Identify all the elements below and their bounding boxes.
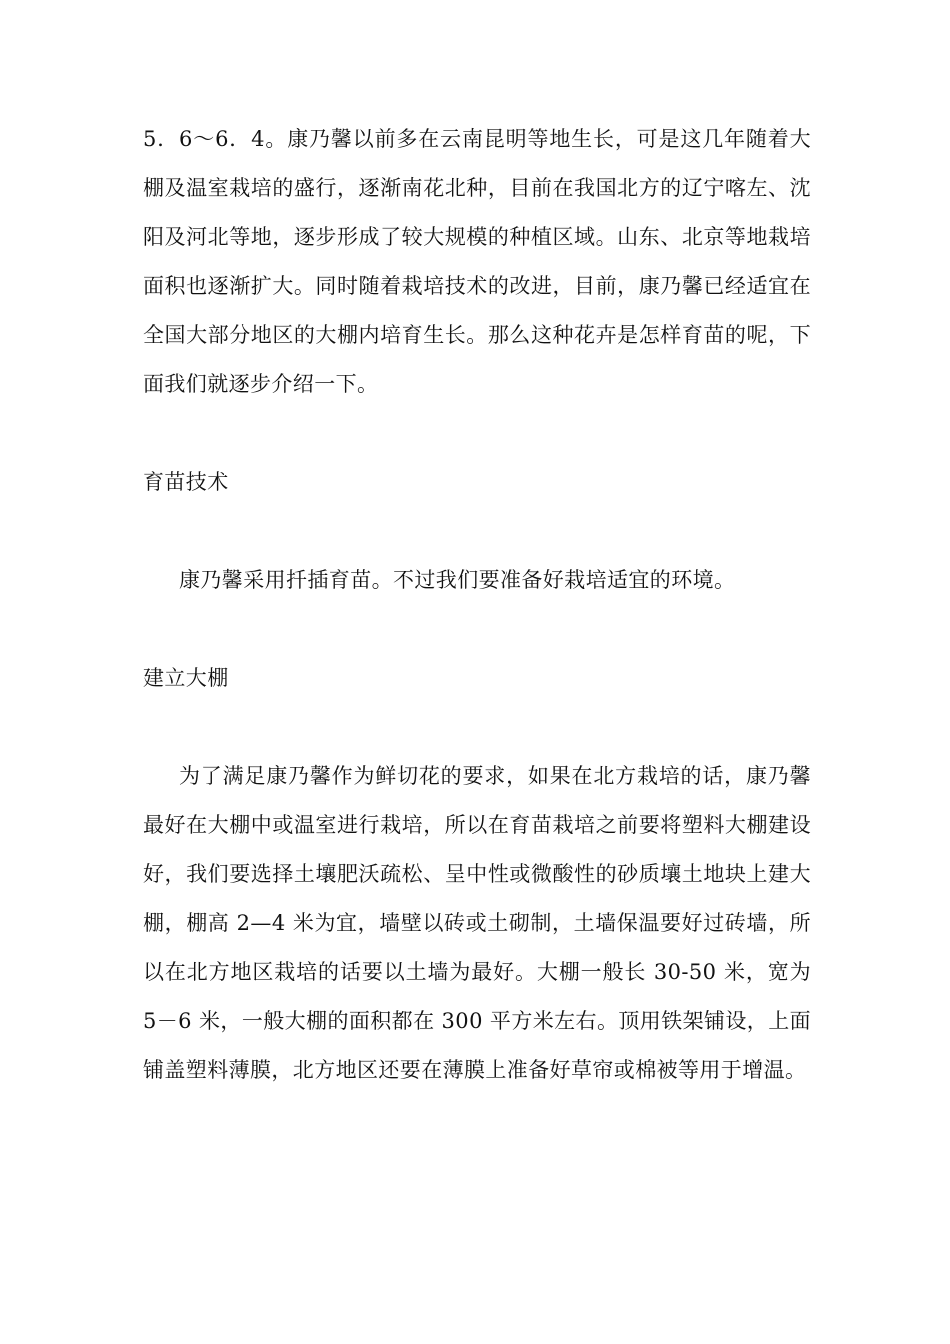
document-page — [143, 115, 811, 1095]
intro-paragraph: 5．6～6．4。康乃馨以前多在云南昆明等地生长，可是这几年随着大棚及温室栽培的盛行，逐渐南花北种，目前在我国北方的辽宁喀左、沈阳及河北等地，逐步形成了较大规模的种植区域。山东、北京等地栽培面积也逐渐扩大。同时随着栽培技术的改进，目前，康乃馨已经适宜在全国大部分地区的大棚内培育生长。那么这种花卉是怎样育苗的呢，下面我们就逐步介绍一下。 — [143, 127, 811, 396]
greenhouse-paragraph: 为了满足康乃馨作为鲜切花的要求，如果在北方栽培的话，康乃馨最好在大棚中或温室进行栽培，所以在育苗栽培之前要将塑料大棚建设好，我们要选择土壤肥沃疏松、呈中性或微酸性的砂质壤土地块上建大棚，棚高 2—4 米为宜，墙壁以砖或土砌制，土墙保温要好过砖墙，所以在北方地区栽培的话要以土墙为最好。大棚一般长 30-50 米，宽为 5－6 米，一般大棚的面积都在 300 平方米左右。顶用铁架铺设，上面铺盖塑料薄膜，北方地区还要在薄膜上准备好草帘或棉被等用于增温。 — [143, 764, 811, 1082]
section-heading-build-greenhouse: 建立大棚 — [143, 666, 229, 690]
section-heading-seedling-technique: 育苗技术 — [143, 470, 229, 494]
seedling-paragraph: 康乃馨采用扦插育苗。不过我们要准备好栽培适宜的环境。 — [179, 568, 736, 592]
